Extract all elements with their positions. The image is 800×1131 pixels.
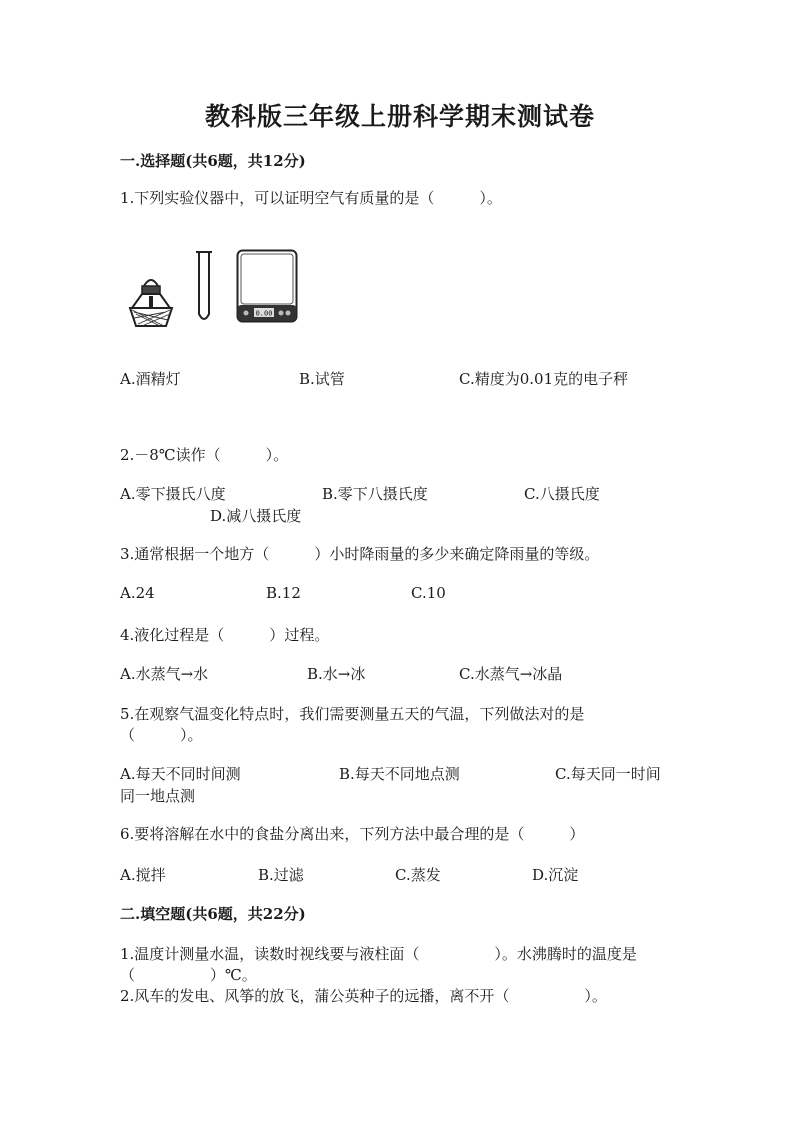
question-6-option-a: A.搅拌 <box>120 866 166 884</box>
question-3-option-c: C.10 <box>411 584 446 602</box>
question-5-text-line2: （ ）。 <box>120 726 203 744</box>
page-title: 教科版三年级上册科学期末测试卷 <box>204 102 595 131</box>
question-1-text: 1.下列实验仪器中，可以证明空气有质量的是（ ）。 <box>120 189 502 207</box>
question-1-option-a: A.酒精灯 <box>120 370 181 388</box>
question-3-option-b: B.12 <box>266 584 301 602</box>
question-6-option-d: D.沉淀 <box>532 866 579 884</box>
question-5-option-b: B.每天不同地点测 <box>339 765 460 783</box>
question-2-option-d: D.减八摄氏度 <box>210 507 302 525</box>
fill-question-1-text-line1: 1.温度计测量水温，读数时视线要与液柱面（ ）。水沸腾时的温度是 <box>120 945 637 963</box>
question-4-option-a: A.水蒸气→水 <box>120 665 209 683</box>
question-1-option-b: B.试管 <box>299 370 345 388</box>
test-tube-icon <box>192 250 216 326</box>
question-2-option-a: A.零下摄氏八度 <box>120 485 226 503</box>
scale-display-value: 0.00 <box>255 309 273 318</box>
fill-question-1-text-line2: （ ）℃。 <box>120 966 257 984</box>
section-heading-choice: 一.选择题(共6题，共12分) <box>120 152 306 170</box>
question-3-option-a: A.24 <box>120 584 155 602</box>
question-4-option-c: C.水蒸气→冰晶 <box>459 665 563 683</box>
question-5-text-line1: 5.在观察气温变化特点时，我们需要测量五天的气温，下列做法对的是 <box>120 705 585 723</box>
question-5-option-c-wrap: 同一地点测 <box>120 787 196 805</box>
question-4-text: 4.液化过程是（ ）过程。 <box>120 626 330 644</box>
question-1-option-c: C.精度为0.01克的电子秤 <box>459 370 629 388</box>
electronic-scale-icon <box>236 249 298 323</box>
question-6-option-c: C.蒸发 <box>395 866 441 884</box>
question-3-text: 3.通常根据一个地方（ ）小时降雨量的多少来确定降雨量的等级。 <box>120 545 600 563</box>
question-2-option-c: C.八摄氏度 <box>524 485 600 503</box>
fill-question-2-text: 2.风车的发电、风筝的放飞，蒲公英种子的远播，离不开（ ）。 <box>120 987 607 1005</box>
question-6-text: 6.要将溶解在水中的食盐分离出来，下列方法中最合理的是（ ） <box>120 825 585 843</box>
question-5-option-a: A.每天不同时间测 <box>120 765 241 783</box>
question-2-text: 2.－8℃读作（ ）。 <box>120 446 289 464</box>
question-4-option-b: B.水→冰 <box>307 665 366 683</box>
section-heading-fill-blank: 二.填空题(共6题，共22分) <box>120 905 306 923</box>
question-5-option-c: C.每天同一时间 <box>555 765 661 783</box>
question-6-option-b: B.过滤 <box>258 866 304 884</box>
question-2-option-b: B.零下八摄氏度 <box>322 485 428 503</box>
alcohol-lamp-icon <box>120 268 182 330</box>
